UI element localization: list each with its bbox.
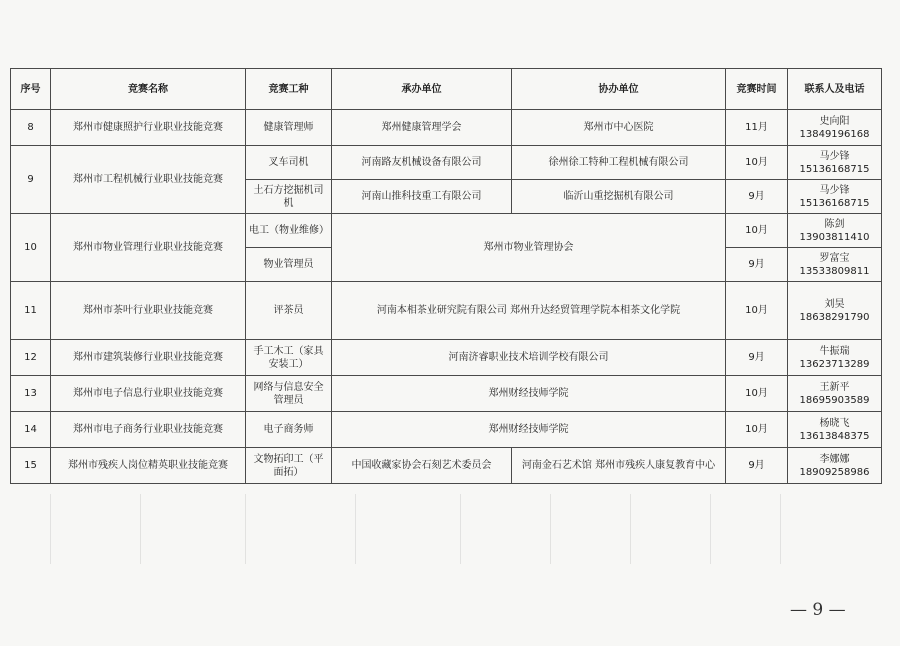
- header-co: 协办单位: [512, 69, 726, 110]
- header-seq: 序号: [11, 69, 51, 110]
- contact-name: 李娜娜: [819, 453, 850, 465]
- host-cell: 河南山推科技重工有限公司: [332, 180, 512, 214]
- host-cell: 郑州财经技师学院: [332, 412, 726, 448]
- seq-cell: 15: [11, 448, 51, 484]
- header-name: 竞赛名称: [51, 69, 246, 110]
- table-row: [11, 340, 882, 376]
- header-trade: 竞赛工种: [246, 69, 332, 110]
- contact-cell: [788, 412, 882, 448]
- name-cell: 郑州市健康照护行业职业技能竞赛: [51, 110, 246, 146]
- bleed-through-lines: [10, 494, 881, 564]
- page-number: — 9 —: [790, 600, 846, 620]
- contact-phone: 18909258986: [799, 466, 870, 478]
- trade-cell: 物业管理员: [246, 248, 332, 282]
- contact-name: 罗富宝: [819, 252, 850, 264]
- trade-cell: 网络与信息安全管理员: [246, 376, 332, 412]
- time-cell: 10月: [726, 146, 788, 180]
- header-contact: 联系人及电话: [788, 69, 882, 110]
- contact-name: 牛振瑞: [819, 345, 850, 357]
- contact-name: 陈剑: [824, 218, 845, 230]
- header-row: [11, 69, 882, 110]
- host-cell: 郑州健康管理学会: [332, 110, 512, 146]
- competition-table: [10, 68, 882, 484]
- contact-phone: 18638291790: [799, 311, 870, 323]
- seq-cell: 14: [11, 412, 51, 448]
- contact-phone: 15136168715: [799, 163, 870, 175]
- contact-phone: 13849196168: [799, 128, 870, 140]
- table-row: [11, 282, 882, 340]
- contact-cell: [788, 180, 882, 214]
- time-cell: 9月: [726, 248, 788, 282]
- contact-cell: [788, 146, 882, 180]
- time-cell: 9月: [726, 340, 788, 376]
- host-cell: 郑州市物业管理协会: [332, 214, 726, 282]
- contact-phone: 18695903589: [799, 394, 870, 406]
- host-cell: 中国收藏家协会石刻艺术委员会: [332, 448, 512, 484]
- trade-cell: 土石方挖掘机司机: [246, 180, 332, 214]
- name-cell: 郑州市建筑装修行业职业技能竞赛: [51, 340, 246, 376]
- time-cell: 9月: [726, 448, 788, 484]
- time-cell: 10月: [726, 376, 788, 412]
- contact-cell: [788, 340, 882, 376]
- table-row: [11, 214, 882, 248]
- contact-name: 马少锋: [819, 150, 850, 162]
- trade-cell: 电子商务师: [246, 412, 332, 448]
- trade-cell: 评茶员: [246, 282, 332, 340]
- name-cell: 郑州市物业管理行业职业技能竞赛: [51, 214, 246, 282]
- trade-cell: 手工木工（家具安装工）: [246, 340, 332, 376]
- name-cell: 郑州市残疾人岗位精英职业技能竞赛: [51, 448, 246, 484]
- trade-cell: 健康管理师: [246, 110, 332, 146]
- seq-cell: 13: [11, 376, 51, 412]
- time-cell: 9月: [726, 180, 788, 214]
- co-cell: 临沂山重挖掘机有限公司: [512, 180, 726, 214]
- header-host: 承办单位: [332, 69, 512, 110]
- contact-cell: [788, 282, 882, 340]
- seq-cell: 10: [11, 214, 51, 282]
- contact-phone: 13533809811: [799, 265, 870, 277]
- contact-name: 刘昊: [824, 298, 845, 310]
- co-cell: 郑州市中心医院: [512, 110, 726, 146]
- seq-cell: 9: [11, 146, 51, 214]
- co-cell: 徐州徐工特种工程机械有限公司: [512, 146, 726, 180]
- seq-cell: 8: [11, 110, 51, 146]
- host-cell: 河南本相茶业研究院有限公司 郑州升达经贸管理学院本相茶文化学院: [332, 282, 726, 340]
- contact-cell: [788, 110, 882, 146]
- host-cell: 河南济睿职业技术培训学校有限公司: [332, 340, 726, 376]
- trade-cell: 叉车司机: [246, 146, 332, 180]
- table-row: [11, 146, 882, 180]
- trade-cell: 文物拓印工（平面拓）: [246, 448, 332, 484]
- header-time: 竞赛时间: [726, 69, 788, 110]
- seq-cell: 11: [11, 282, 51, 340]
- contact-phone: 13623713289: [799, 358, 870, 370]
- contact-cell: [788, 248, 882, 282]
- host-cell: 河南路友机械设备有限公司: [332, 146, 512, 180]
- table-row: [11, 110, 882, 146]
- name-cell: 郑州市电子商务行业职业技能竞赛: [51, 412, 246, 448]
- name-cell: 郑州市工程机械行业职业技能竞赛: [51, 146, 246, 214]
- contact-phone: 13903811410: [799, 231, 870, 243]
- contact-name: 马少锋: [819, 184, 850, 196]
- contact-phone: 13613848375: [799, 430, 870, 442]
- trade-cell: 电工（物业维修）: [246, 214, 332, 248]
- seq-cell: 12: [11, 340, 51, 376]
- table-row: [11, 448, 882, 484]
- contact-cell: [788, 214, 882, 248]
- contact-cell: [788, 448, 882, 484]
- host-cell: 郑州财经技师学院: [332, 376, 726, 412]
- contact-phone: 15136168715: [799, 197, 870, 209]
- contact-name: 史向阳: [819, 115, 850, 127]
- contact-name: 杨晓飞: [819, 417, 850, 429]
- time-cell: 11月: [726, 110, 788, 146]
- name-cell: 郑州市茶叶行业职业技能竞赛: [51, 282, 246, 340]
- contact-cell: [788, 376, 882, 412]
- time-cell: 10月: [726, 214, 788, 248]
- table-row: [11, 376, 882, 412]
- contact-name: 王新平: [819, 381, 850, 393]
- time-cell: 10月: [726, 282, 788, 340]
- time-cell: 10月: [726, 412, 788, 448]
- name-cell: 郑州市电子信息行业职业技能竞赛: [51, 376, 246, 412]
- co-cell: 河南金石艺术馆 郑州市残疾人康复教育中心: [512, 448, 726, 484]
- table-row: [11, 412, 882, 448]
